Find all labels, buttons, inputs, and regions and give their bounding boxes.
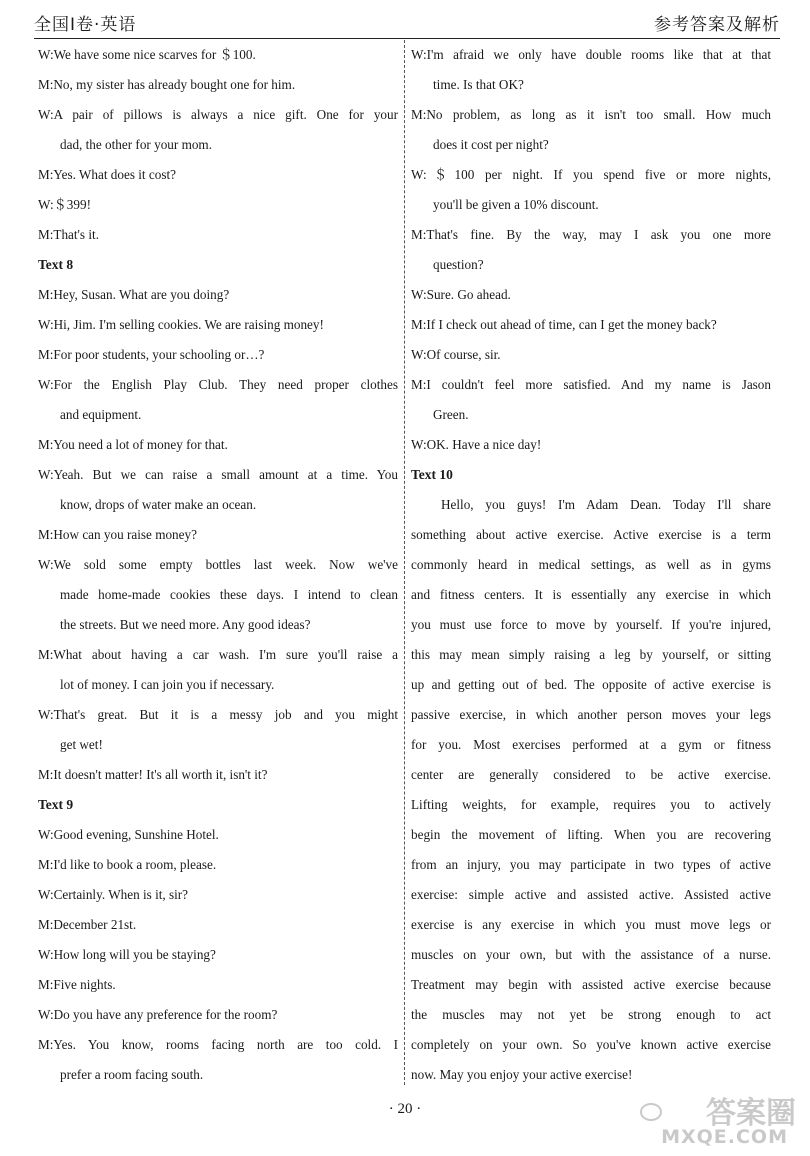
text-line: W:Certainly. When is it, sir?: [38, 887, 189, 902]
text-line: M:You need a lot of money for that.: [38, 437, 228, 452]
text-line: begin the movement of lifting. When you are recovering: [411, 827, 771, 842]
text-line: get wet!: [60, 737, 103, 752]
text-line: and equipment.: [60, 407, 142, 422]
text-line: passive exercise, in which another person moves your legs: [411, 707, 771, 722]
text-line: W:That's great. But it is a messy job and you might: [38, 707, 398, 722]
text-line: W:Do you have any preference for the room?: [38, 1007, 278, 1022]
watermark-url: MXQE.COM: [661, 1126, 788, 1148]
text-line: W:How long will you be staying?: [38, 947, 216, 962]
wechat-icon: [640, 1103, 662, 1121]
text-line: prefer a room facing south.: [60, 1067, 204, 1082]
text-line: W:＄100 per night. If you spend five or more nights,: [411, 167, 771, 182]
text-line: M:I couldn't feel more satisfied. And my name is Jason: [411, 377, 771, 392]
text-line: up and getting out of bed. The opposite of active exercise is: [411, 677, 771, 692]
text-line: and fitness centers. It is essentially any exercise in which: [411, 587, 771, 602]
text-line: question?: [433, 257, 484, 272]
section-heading: Text 10: [411, 467, 453, 482]
header-exam-title: 全国Ⅰ卷·英语: [34, 15, 137, 35]
right-column: [411, 40, 771, 1090]
text-line: W:OK. Have a nice day!: [411, 437, 542, 452]
text-line: exercise is any exercise in which you must move legs or: [411, 917, 771, 932]
text-line: for you. Most exercises performed at a gym or fitness: [411, 737, 771, 752]
text-line: center are generally considered to be active exercise.: [411, 767, 771, 782]
text-line: lot of money. I can join you if necessary.: [60, 677, 275, 692]
text-line: you must use force to move by yourself. If you're injured,: [411, 617, 771, 632]
text-line: muscles on your own, but with the assistance of a nurse.: [411, 947, 771, 962]
text-line: M:December 21st.: [38, 917, 137, 932]
text-line: M:Hey, Susan. What are you doing?: [38, 287, 230, 302]
text-line: W:Sure. Go ahead.: [411, 287, 511, 302]
text-line: M:It doesn't matter! It's all worth it, isn't it?: [38, 767, 268, 782]
text-line: W:I'm afraid we only have double rooms like that at that: [411, 47, 771, 62]
header-section-title: 参考答案及解析: [654, 15, 780, 35]
text-line: M:Yes. What does it cost?: [38, 167, 176, 182]
text-line: M:No, my sister has already bought one for him.: [38, 77, 296, 92]
text-line: now. May you enjoy your active exercise!: [411, 1067, 633, 1082]
header-rule: [34, 38, 780, 39]
column-divider: [404, 40, 405, 1085]
text-line: does it cost per night?: [433, 137, 549, 152]
text-line: the streets. But we need more. Any good ideas?: [60, 617, 311, 632]
text-line: W:A pair of pillows is always a nice gift. One for your: [38, 107, 398, 122]
page-header: [34, 8, 780, 34]
text-line: M:What about having a car wash. I'm sure you'll raise a: [38, 647, 398, 662]
text-line: M:Yes. You know, rooms facing north are too cold. I: [38, 1037, 398, 1052]
text-line: know, drops of water make an ocean.: [60, 497, 257, 512]
text-line: the muscles may not yet be strong enough to act: [411, 1007, 771, 1022]
text-line: M:That's it.: [38, 227, 99, 242]
text-line: W:Good evening, Sunshine Hotel.: [38, 827, 219, 842]
text-line: dad, the other for your mom.: [60, 137, 212, 152]
text-line: W:We have some nice scarves for ＄100.: [38, 47, 256, 62]
text-line: exercise: simple active and assisted active. Assisted active: [411, 887, 771, 902]
text-line: W:＄399!: [38, 197, 91, 212]
text-line: M:I'd like to book a room, please.: [38, 857, 217, 872]
text-line: from an injury, you may participate in two types of active: [411, 857, 771, 872]
text-line: M:That's fine. By the way, may I ask you one more: [411, 227, 771, 242]
text-line: M:Five nights.: [38, 977, 116, 992]
text-line: M:No problem, as long as it isn't too small. How much: [411, 107, 771, 122]
text-line: this may mean simply raising a leg by yourself, or sitting: [411, 647, 771, 662]
text-line: commonly heard in medical settings, as well as in gyms: [411, 557, 771, 572]
text-line: W:Of course, sir.: [411, 347, 501, 362]
text-line: Treatment may begin with assisted active exercise because: [411, 977, 771, 992]
text-line: M:For poor students, your schooling or…?: [38, 347, 265, 362]
text-line: W:Hi, Jim. I'm selling cookies. We are raising money!: [38, 317, 324, 332]
text-line: M:How can you raise money?: [38, 527, 197, 542]
text-line: W:We sold some empty bottles last week. Now we've: [38, 557, 398, 572]
section-heading: Text 9: [38, 797, 74, 812]
section-heading: Text 8: [38, 257, 74, 272]
watermark-logo: 答案圈: [706, 1096, 796, 1131]
text-line: time. Is that OK?: [433, 77, 524, 92]
text-line: something about active exercise. Active exercise is a term: [411, 527, 771, 542]
text-line: M:If I check out ahead of time, can I get the money back?: [411, 317, 717, 332]
text-line: Lifting weights, for example, requires you to actively: [411, 797, 771, 812]
page-number: · 20 ·: [388, 1101, 422, 1117]
text-line: W:Yeah. But we can raise a small amount at a time. You: [38, 467, 398, 482]
left-column: [38, 40, 398, 1090]
text-line: Hello, you guys! I'm Adam Dean. Today I'll share: [441, 497, 771, 512]
text-line: made home-made cookies these days. I intend to clean: [60, 587, 398, 602]
text-line: you'll be given a 10% discount.: [433, 197, 599, 212]
text-line: completely on your own. So you've known active exercise: [411, 1037, 771, 1052]
text-line: W:For the English Play Club. They need proper clothes: [38, 377, 398, 392]
text-line: Green.: [433, 407, 469, 422]
